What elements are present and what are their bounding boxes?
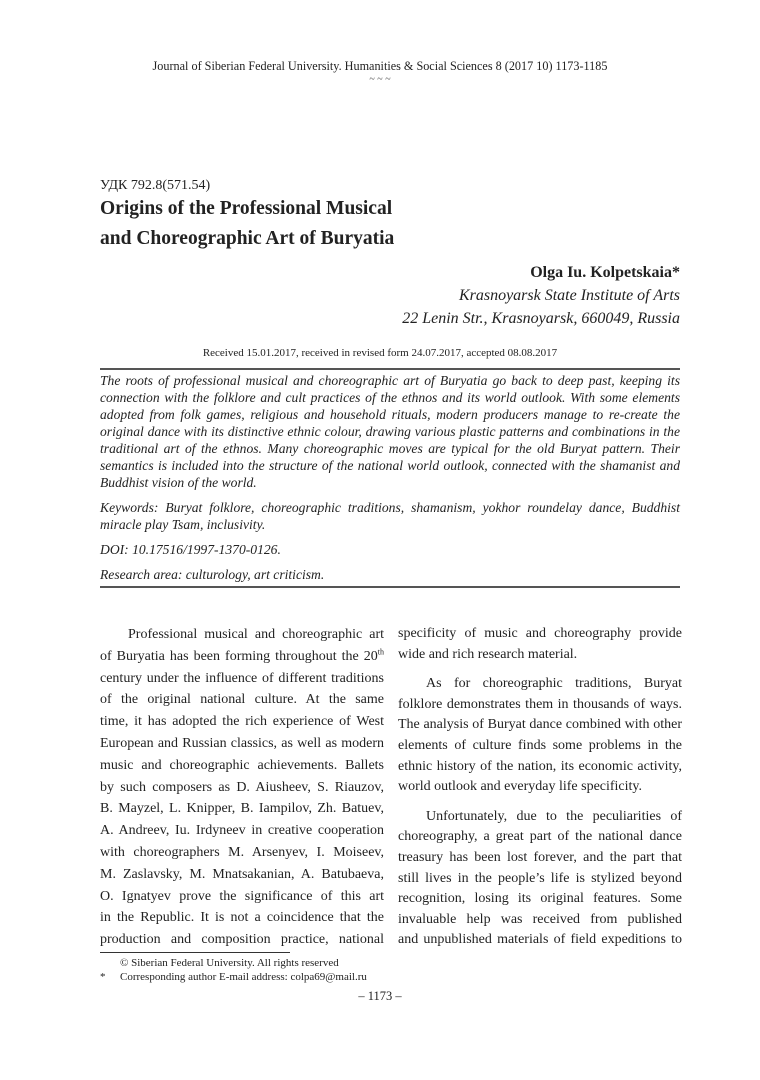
divider-bottom [100,586,680,588]
text-line [398,889,682,910]
author-address: 22 Lenin Str., Krasnoyarsk, 660049, Russia [402,310,680,327]
text-line-content: choreography, a great part of the national dance [398,829,682,845]
text-line-content: A. Andreev, Iu. Irdyneev in creative cooperation [100,823,384,839]
paragraph-gap [398,665,682,674]
text-line-content: of the original national culture. At the same [100,692,384,708]
text-line-content: and unpublished materials of field expeditions to [398,932,682,948]
divider-top [100,368,680,370]
text-line-content: century under the influence of different traditions [100,670,384,686]
received-dates: Received 15.01.2017, received in revised form 24.07.2017, accepted 08.08.2017 [202,347,558,359]
text-line [100,733,384,755]
text-line [398,645,682,666]
research-area: Research area: culturology, art criticism. [100,567,325,582]
text-line-content: M. Zaslavsky, M. Mnatsakanian, A. Batubaeva, [100,866,384,882]
text-line-content: by such composers as D. Aiusheev, S. Riauzov, [100,779,384,795]
author-block [402,261,680,330]
title-line-2: and Choreographic Art of Buryatia [100,228,395,249]
text-line [100,711,384,733]
text-line [398,869,682,890]
text-line-content: invaluable help was received from published [398,911,682,927]
text-line [100,777,384,799]
doi: DOI: 10.17516/1997-1370-0126. [100,542,281,557]
text-line [398,848,682,869]
author-name: Olga Iu. Kolpetskaia* [530,264,680,281]
text-line-content: The analysis of Buryat dance combined with other [398,717,682,733]
text-line-content: Professional musical and choreographic art [128,627,384,642]
text-line-content: folklore demonstrates them in thousands of ways. [398,696,682,712]
text-line [398,807,682,828]
text-line-content: Unfortunately, due to the peculiarities of [426,808,682,824]
text-line [398,624,682,645]
footnote-copyright: © Siberian Federal University. All rights reserved [120,957,339,969]
text-line [398,827,682,848]
body-column-left [100,624,384,951]
footnote-marker: * [100,971,106,983]
text-line-content: ethnic history of the nation, its economic activity, [398,758,682,774]
text-line [100,842,384,864]
journal-header: Journal of Siberian Federal University. Humanities & Social Sciences 8 (2017 10) 1173-1185 [152,59,608,73]
text-line-content: wide and rich research material. [398,646,578,662]
text-line-content: production and composition practice, national [100,932,384,948]
udk-code: УДК 792.8(571.54) [100,178,211,193]
text-line-content: European and Russian classics, as well as modern [100,735,384,751]
article-title [100,194,394,254]
superscript: th [377,647,384,657]
text-line [100,798,384,820]
paragraph-gap [398,798,682,807]
text-line-content: music and choreographic achievements. Ballets [100,757,384,773]
text-line [398,695,682,716]
text-line-content: treasury has been lost forever, and the part that [398,849,682,865]
text-line-content: specificity of music and choreography provide [398,626,682,641]
text-line-content: recognition, losing its original features. Some [398,891,682,907]
text-line [398,777,682,798]
text-line [100,624,384,646]
text-line-content: As for choreographic traditions, Buryat [426,676,682,692]
abstract-text: The roots of professional musical and choreographic art of Buryatia go back to deep past, keeping its connection with the folklore and cult practices of the ethnos and its world outlook. With some elements adopted from folk games, religious and household rituals, modern producers manage to re-create the original dance with its distinctive ethnic colour, drawing various plastic patterns and combinations in the traditional art of the ethnos. Many choreographic moves are typical for the old Buryat pattern. Their semantics is included into the structure of the national world outlook, connected with the shamanist and Buddhist vision of the world. [100,373,680,490]
text-line [100,864,384,886]
footnote-corresponding [100,971,367,983]
text-line-content: with choreographers M. Arsenyev, I. Moiseev, [100,844,384,860]
text-line [100,668,384,690]
body-column-right [398,624,682,951]
keywords: Keywords: Buryat folklore, choreographic traditions, shamanism, yokhor roundelay dance, Buddhist miracle play Tsam, inclusivity. [100,500,680,532]
author-affiliation: Krasnoyarsk State Institute of Arts [458,287,680,304]
title-line-1: Origins of the Professional Musical [100,198,393,219]
text-line [100,755,384,777]
text-line [100,929,384,951]
text-line [398,715,682,736]
text-line-content: B. Mayzel, L. Knipper, B. Iampilov, Zh. Batuev, [100,801,384,817]
header-ornament: ~ ~ ~ [369,74,391,85]
text-line [398,930,682,951]
text-line-content: of Buryatia has been forming throughout the 20 [100,648,378,664]
text-line [398,757,682,778]
text-line-content: world outlook and everyday life specificity. [398,779,643,795]
text-line [398,674,682,695]
text-line-content: time, it has adopted the rich experience of West [100,714,384,730]
text-line-content: O. Ignatyev prove the significance of this art [100,888,384,904]
text-line-content: elements of culture finds some problems in the [398,737,682,753]
text-line [100,907,384,929]
abstract [100,372,680,591]
footnote-divider [100,952,290,953]
text-line [100,886,384,908]
text-line [100,646,384,668]
text-line [398,736,682,757]
text-line [100,689,384,711]
text-line-content: in the Republic. It is not a coincidence that the [100,910,384,926]
text-line [100,820,384,842]
page-number: – 1173 – [358,989,402,1003]
text-line-content: still lives in the people’s life is stylized beyond [398,870,682,886]
footnote-corresponding-text: Corresponding author E-mail address: colpa69@mail.ru [120,971,367,983]
text-line [398,910,682,931]
